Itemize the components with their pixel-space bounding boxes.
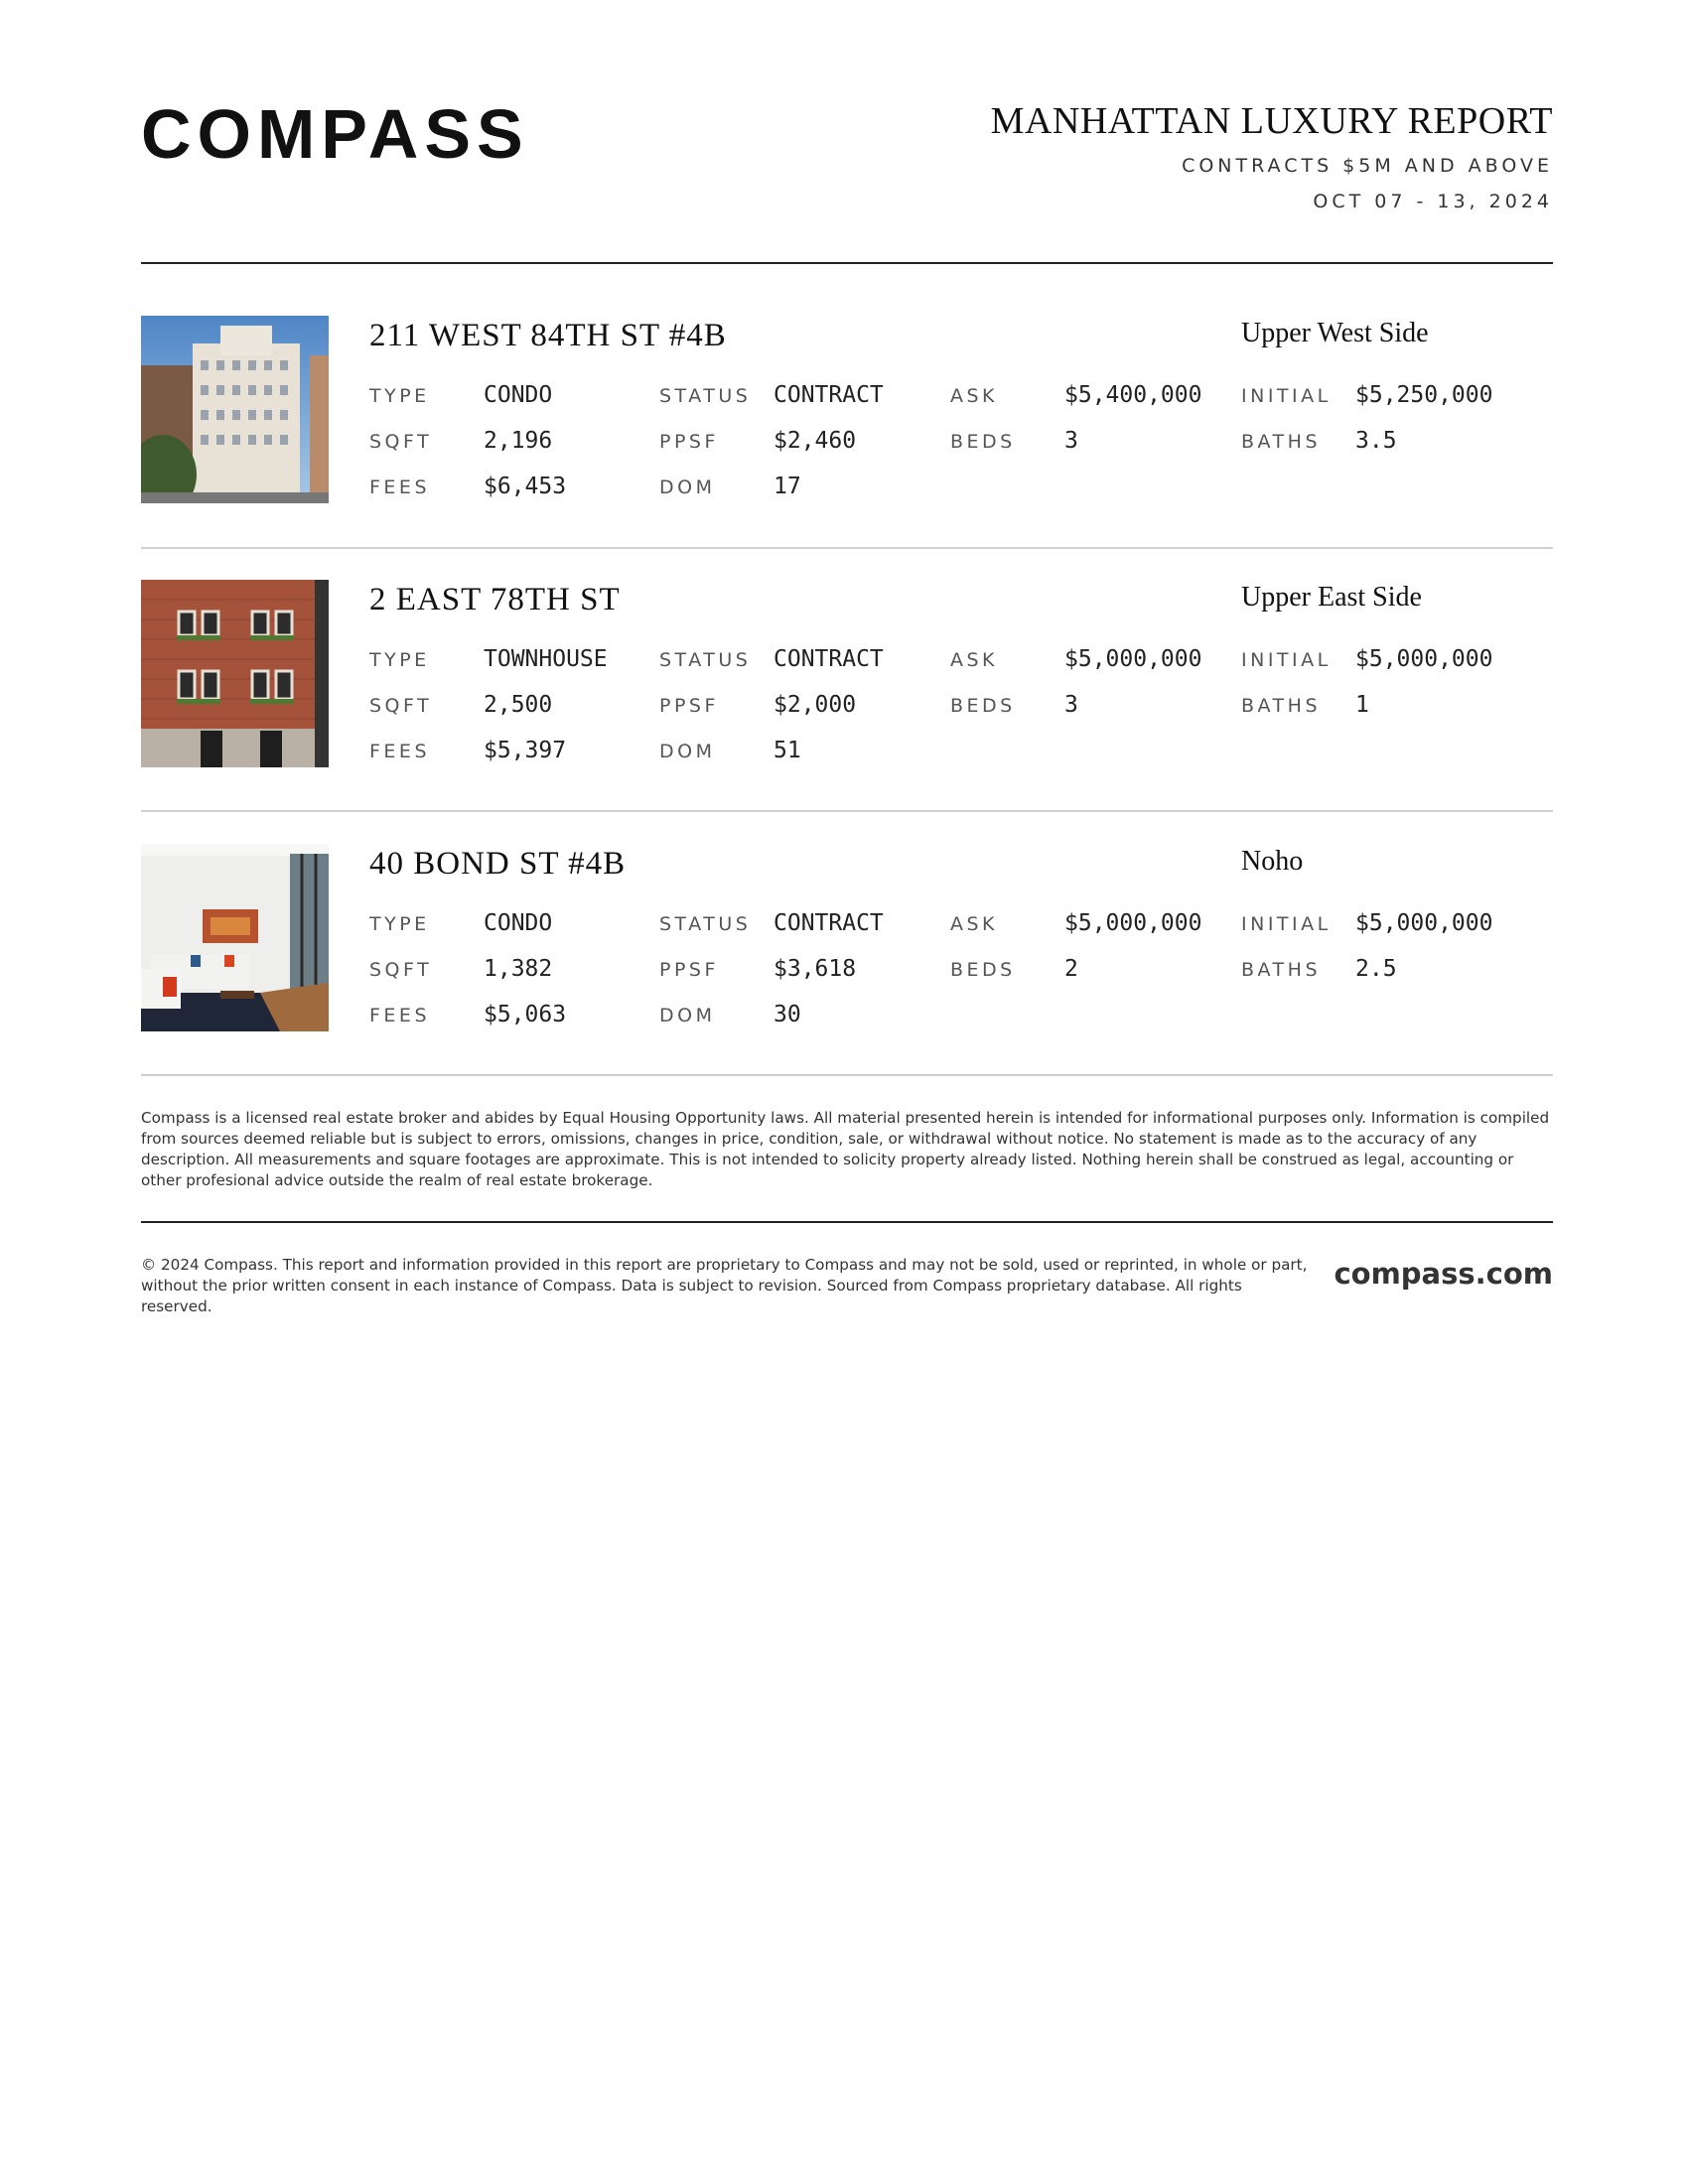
svg-text:COMPASS: COMPASS xyxy=(141,99,529,167)
report-title: MANHATTAN LUXURY REPORT xyxy=(990,100,1553,142)
ppsf-value: $2,460 xyxy=(774,428,857,454)
initial-value: $5,250,000 xyxy=(1355,382,1493,408)
status-label: STATUS xyxy=(659,649,752,671)
listing-divider xyxy=(141,1074,1553,1076)
sqft-label: SQFT xyxy=(369,959,433,981)
ask-value: $5,000,000 xyxy=(1064,910,1202,936)
beds-value: 3 xyxy=(1064,428,1078,454)
listing-address: 2 EAST 78TH ST xyxy=(369,582,621,617)
beds-value: 2 xyxy=(1064,956,1078,982)
sqft-value: 1,382 xyxy=(484,956,553,982)
report-subtitle: CONTRACTS $5M AND ABOVE xyxy=(1182,155,1553,177)
beds-label: BEDS xyxy=(950,959,1016,981)
listing-photo xyxy=(141,316,329,503)
listing-card[interactable] xyxy=(141,580,1553,768)
dom-value: 17 xyxy=(774,474,801,499)
baths-label: BATHS xyxy=(1241,695,1322,717)
ppsf-value: $3,618 xyxy=(774,956,857,982)
listing-divider xyxy=(141,810,1553,812)
beds-label: BEDS xyxy=(950,695,1016,717)
report-header xyxy=(141,99,1553,218)
listing-neighborhood: Noho xyxy=(1241,846,1304,877)
type-label: TYPE xyxy=(369,649,430,671)
initial-value: $5,000,000 xyxy=(1355,646,1493,672)
ppsf-label: PPSF xyxy=(659,959,719,981)
baths-value: 3.5 xyxy=(1355,428,1397,454)
listing-card[interactable] xyxy=(141,844,1553,1032)
legal-disclaimer: Compass is a licensed real estate broker and abides by Equal Housing Opportunity laws. All material presented herein is intended for informational purposes only. Information is compiled from sources deemed reliable but is subject to errors, omissions, changes in price, condition, sale, or withdrawal without notice. No statement is made as to the accuracy of any description. All measurements and square footages are approximate. This is not intended to solicity property already listed. Nothing herein shall be construed as legal, accounting or other profesional advice outside the realm of real estate brokerage. xyxy=(141,1109,1550,1189)
website-link[interactable]: compass.com xyxy=(1334,1257,1553,1291)
compass-logo xyxy=(141,99,568,167)
status-value: CONTRACT xyxy=(774,646,884,672)
ppsf-label: PPSF xyxy=(659,431,719,453)
status-value: CONTRACT xyxy=(774,382,884,408)
listing-card[interactable] xyxy=(141,316,1553,504)
dom-value: 30 xyxy=(774,1002,801,1027)
sqft-label: SQFT xyxy=(369,695,433,717)
status-value: CONTRACT xyxy=(774,910,884,936)
ask-label: ASK xyxy=(950,913,999,935)
listing-neighborhood: Upper East Side xyxy=(1241,582,1422,613)
beds-label: BEDS xyxy=(950,431,1016,453)
fees-label: FEES xyxy=(369,741,430,762)
initial-label: INITIAL xyxy=(1241,385,1332,407)
fees-value: $5,063 xyxy=(484,1002,567,1027)
initial-label: INITIAL xyxy=(1241,913,1332,935)
ask-value: $5,000,000 xyxy=(1064,646,1202,672)
type-label: TYPE xyxy=(369,385,430,407)
beds-value: 3 xyxy=(1064,692,1078,718)
fees-value: $6,453 xyxy=(484,474,567,499)
fees-label: FEES xyxy=(369,477,430,498)
listing-address: 40 BOND ST #4B xyxy=(369,846,627,882)
baths-value: 1 xyxy=(1355,692,1369,718)
fees-label: FEES xyxy=(369,1005,430,1026)
listing-divider xyxy=(141,547,1553,549)
sqft-value: 2,196 xyxy=(484,428,553,454)
ask-value: $5,400,000 xyxy=(1064,382,1202,408)
ppsf-label: PPSF xyxy=(659,695,719,717)
copyright-notice: © 2024 Compass. This report and information provided in this report are proprietary to Compass and may not be sold, used or reprinted, in whole or part, without the prior written consent in each instance of Compass. Data is subject to revision. Sourced from Compass proprietary database. All rights reserved. xyxy=(141,1256,1308,1315)
type-label: TYPE xyxy=(369,913,430,935)
type-value: TOWNHOUSE xyxy=(484,646,608,672)
listing-photo xyxy=(141,844,329,1031)
footer-divider xyxy=(141,1221,1553,1223)
ppsf-value: $2,000 xyxy=(774,692,857,718)
fees-value: $5,397 xyxy=(484,738,567,763)
dom-label: DOM xyxy=(659,1005,716,1026)
status-label: STATUS xyxy=(659,385,752,407)
sqft-label: SQFT xyxy=(369,431,433,453)
type-value: CONDO xyxy=(484,910,553,936)
baths-value: 2.5 xyxy=(1355,956,1397,982)
ask-label: ASK xyxy=(950,649,999,671)
baths-label: BATHS xyxy=(1241,431,1322,453)
listing-photo xyxy=(141,580,329,767)
dom-label: DOM xyxy=(659,477,716,498)
status-label: STATUS xyxy=(659,913,752,935)
report-date-range: OCT 07 - 13, 2024 xyxy=(1313,191,1553,212)
ask-label: ASK xyxy=(950,385,999,407)
type-value: CONDO xyxy=(484,382,553,408)
listing-neighborhood: Upper West Side xyxy=(1241,318,1429,348)
dom-value: 51 xyxy=(774,738,801,763)
header-divider xyxy=(141,262,1553,264)
baths-label: BATHS xyxy=(1241,959,1322,981)
listing-address: 211 WEST 84TH ST #4B xyxy=(369,318,727,353)
initial-value: $5,000,000 xyxy=(1355,910,1493,936)
dom-label: DOM xyxy=(659,741,716,762)
initial-label: INITIAL xyxy=(1241,649,1332,671)
sqft-value: 2,500 xyxy=(484,692,553,718)
